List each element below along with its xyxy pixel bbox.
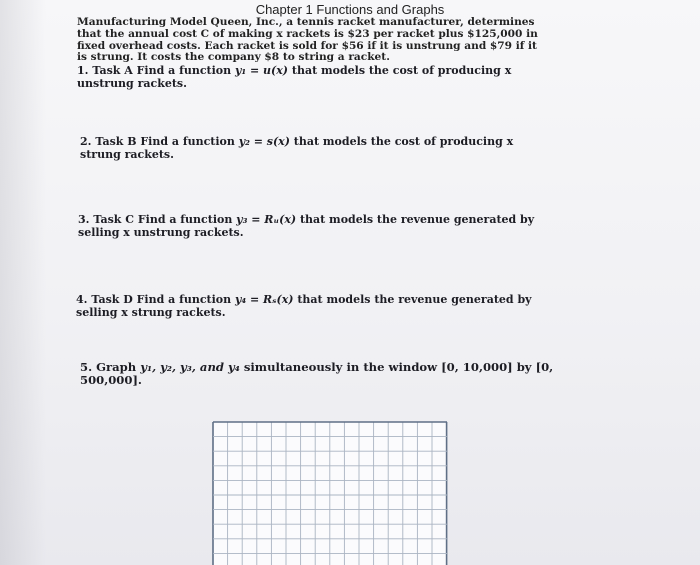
question-expression: y₁, y₂, y₃, and y₄ [140,360,240,374]
question-prefix: Find a function [137,213,233,226]
question-1 [77,65,547,90]
intro-label: Manufacturing Model [77,16,207,28]
question-expression: y₂ = s(x) [238,135,290,148]
question-3 [78,214,548,239]
task-label: Task C [93,213,134,226]
question-suffix: simultaneously in the window [0, 10,000] by [0, 500,000]. [80,360,554,387]
question-suffix: that models the cost of producing x strung rackets. [80,135,514,161]
question-suffix: that models the revenue generated by selling x unstrung rackets. [78,213,535,239]
task-label: Task B [95,135,137,148]
question-prefix: Find a function [136,64,232,77]
question-number: 2. [80,135,92,148]
question-expression: y₃ = Rᵤ(x) [236,213,297,226]
question-5 [80,361,570,386]
graph-paper [211,420,449,565]
question-expression: y₄ = Rₛ(x) [234,293,294,306]
question-4 [76,294,546,319]
question-prefix: Find a function [140,135,235,148]
question-prefix: Graph [96,360,137,374]
question-suffix: that models the cost of producing x unstrung rackets. [77,64,512,90]
problem-intro [77,17,539,64]
graph-grid [211,420,449,565]
question-expression: y₁ = u(x) [234,64,289,77]
intro-text: Queen, Inc., a tennis racket manufacturer, determines that the annual cost C of making x rackets is $23 per racket plus $125,000 in fixed overhead costs. Each racket is sold for $56 if it is unstrung and $79 if it is strung. It costs the company $8 to string a racket. [77,16,538,64]
question-number: 3. [78,213,90,226]
chapter-header: Chapter 1 Functions and Graphs [255,2,445,17]
task-label: Task D [91,293,133,306]
question-2 [80,136,550,161]
question-prefix: Find a function [136,293,232,306]
question-number: 4. [76,293,88,306]
question-suffix: that models the revenue generated by selling x strung rackets. [76,293,532,319]
task-label: Task A [92,64,133,77]
question-number: 1. [77,64,89,77]
page-shadow [0,0,46,565]
question-number: 5. [80,360,93,374]
